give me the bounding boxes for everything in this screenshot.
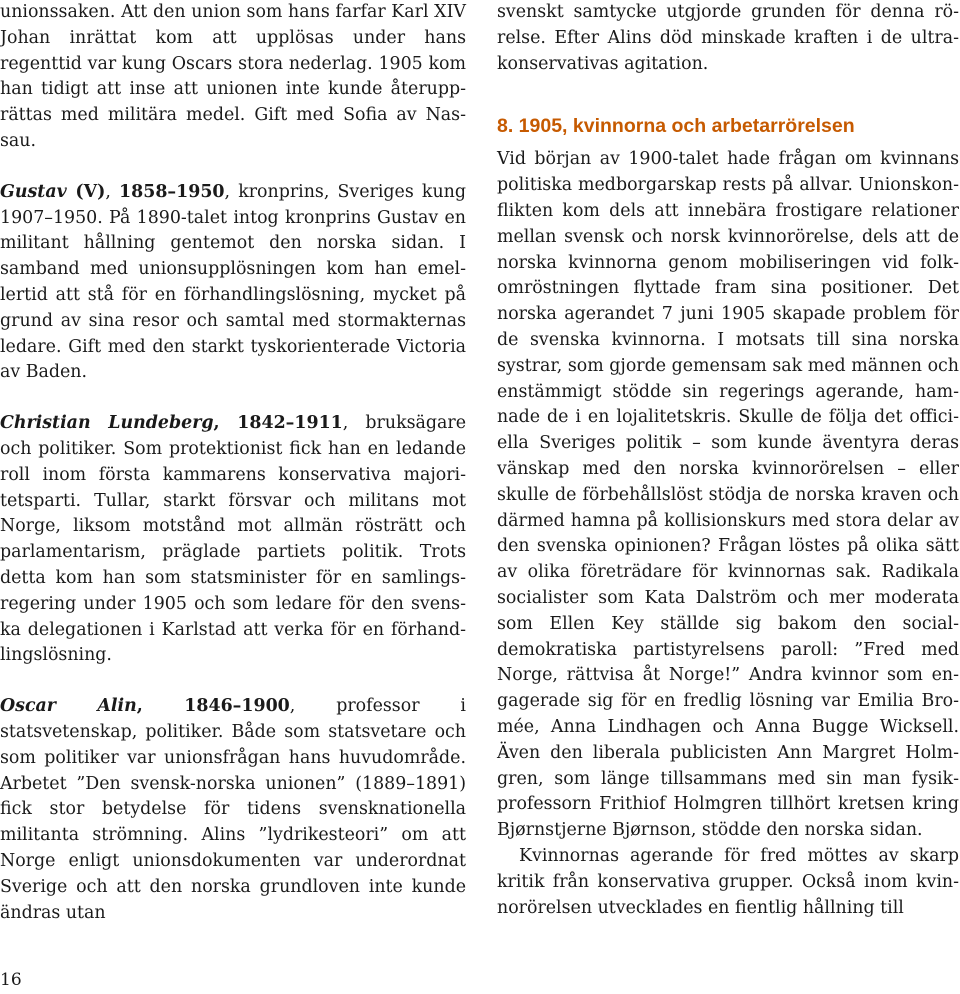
biography-entry-lundeberg [0,411,466,669]
right-column [497,0,959,921]
entry-name-suffix: , [136,696,185,717]
left-column [0,0,466,926]
biography-entry-gustav: Gustav (V), 1858–1950, kronprins, Sveriges kung 1907–1950. På 1890-talet intog kronprins Gustav en militant hållning gentemot den norska sidan. I samband med unionsupplösningen kom han emellertid att stå för en förhandlingslösning, mycket på grund av sina resor och samtal med stormakternas ledare. Gift med den starkt tyskorienterade Victoria av Baden. [0,181,466,383]
continuation-paragraph: svenskt samtycke utgjorde grunden för denna rörelse. Efter Alins död minskade kraften i de ultrakonservativas agitation. [497,2,959,74]
section-heading: 8. 1905, kvinnorna och arbetarrörelsen [497,115,855,138]
entry-text: , bruksägare och politiker. Som protektionist fick han en ledande roll inom första kammarens konservativa majoritetsparti. Tullar, starkt försvar och militans mot Norge, liksom motstånd mot allmän rösträtt och parlamentarism, präglade partiets politik. Trots detta kom han som statsminister för en samlingsregering under 1905 och som ledare för den svenska delegationen i Karlstad att verka för en förhandlingslösning. [0,413,467,666]
entry-text: , professor i statsvetenskap, politiker. Både som statsvetare och som politiker var unionsfrågan hans huvudområde. Arbetet ”Den svensk-norska unionen” (1889–1891) fick stor betydelse för tidens svensknationella militanta strömning. Alins ”lydrikesteori” om att Norge enligt unionsdokumenten var underordnat Sverige och att den norska grundloven inte kunde ändras utan [0,696,466,923]
entry-dates: 1858–1950 [119,181,225,202]
entry-name-suffix: (V) [66,181,106,202]
page-number: 16 [0,970,22,990]
entry-name: Oscar Alin [0,696,137,717]
intro-paragraph: unionssaken. Att den union som hans farfar Karl XIV Johan inrättat kom att upplösas under hans regenttid var kung Oscars stora nederlag. 1905 kom han tidigt att inse att unionen inte kunde återupprättas med militära medel. Gift med Sofia av Nassau. [0,2,466,151]
entry-dates: 1846–1900 [184,696,290,717]
body-paragraph-1: Vid början av 1900-talet hade frågan om kvinnans politiska medborgarskap rests på allvar. Unionskonflikten kom dels att innebära frostigare relationer mellan svensk och norsk kvinnorörelse, dels att de norska kvinnorna genom mobiliseringen vid folkomröstningen flyttade fram sina positioner. Det norska agerandet 7 juni 1905 skapade problem för de svenska kvinnorna. I motsats till sina norska systrar, som gjorde gemensam sak med männen och enstämmigt stödde sin regerings agerande, hamnade de i en lojalitetskris. Skulle de följa det officiella Sveriges politik – som kunde äventyra deras vänskap med den norska kvinnorörelsen – eller skulle de förbehållslöst stödja de norska kraven och därmed hamna på kollisionskurs med stora delar av den svenska opinionen? Frågan löstes på olika sätt av olika företrädare för kvinnornas sak. Radikala socialister som Kata Dalström och mer moderata som Ellen Key ställde sig bakom den socialdemokratiska partistyrelsens paroll: ”Fred med Norge, rättvisa åt Norge!” Andra kvinnor som engagerade sig för en fredlig lösning var Emilia Bromée, Anna Lindhagen och Anna Bugge Wicksell. Även den liberala publicisten Ann Margret Holmgren, som länge tillsammans med sin man fysikprofessorn Frithiof Holmgren tillhört kretsen kring Bjørnstjerne Bjørnson, stödde den norska sidan. [497,149,959,841]
entry-name: Christian Lundeberg [0,413,214,434]
entry-dates: 1842–1911 [237,413,343,434]
body-paragraph-2: Kvinnornas agerande för fred möttes av skarp kritik från konservativa grupper. Också inom kvinnorörelsen utvecklades en fientlig hållning till [497,845,959,918]
entry-name: Gustav [0,181,67,202]
entry-name-suffix: , [213,413,238,434]
entry-text: , kronprins, Sveriges kung 1907–1950. På 1890-talet intog kronprins Gustav en militant hållning gentemot den norska sidan. I samband med unionsupplösningen kom han emellertid att stå för en förhandlingslösning, mycket på grund av sina resor och samtal med stormakternas ledare. Gift med den starkt tyskorienterade Victoria av Baden. [0,181,466,383]
biography-entry-alin [0,694,466,926]
